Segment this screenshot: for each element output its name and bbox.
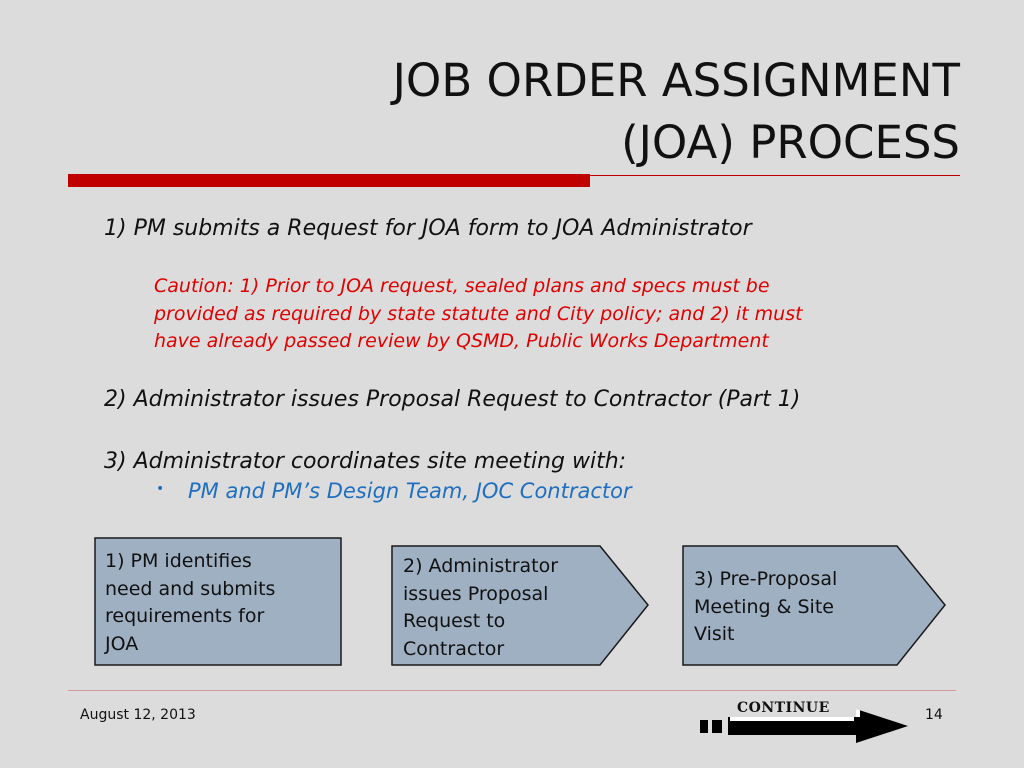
step-1-text: 1) PM submits a Request for JOA form to JOA Administrator: [104, 216, 752, 241]
step-3-text: 3) Administrator coordinates site meeting with:: [104, 449, 627, 474]
box-3-line: Meeting & Site: [694, 595, 834, 618]
box-2-line: issues Proposal: [403, 582, 549, 605]
box-3-line: 3) Pre-Proposal: [694, 568, 838, 590]
caution-line-2: provided as required by state statute and City policy; and 2) it must: [154, 302, 803, 325]
footer-date: August 12, 2013: [80, 707, 196, 723]
box-2-line: Contractor: [403, 637, 505, 660]
box-1-line: requirements for: [105, 605, 265, 627]
box-1-line: JOA: [105, 632, 139, 655]
process-box-3-label: [694, 566, 837, 649]
step-2-text: 2) Administrator issues Proposal Request to Contractor (Part 1): [104, 387, 801, 412]
slide-title-line-1: JOB ORDER ASSIGNMENT: [392, 54, 960, 107]
process-box-1-label: [105, 548, 275, 658]
box-1-line: need and submits: [105, 577, 276, 600]
box-2-line: 2) Administrator: [403, 555, 559, 577]
slide-title-line-2: (JOA) PROCESS: [621, 116, 960, 169]
page-number: 14: [925, 707, 943, 723]
box-1-line: 1) PM identifies: [105, 550, 252, 572]
box-3-line: Visit: [694, 623, 735, 645]
bullet-marker: •: [156, 481, 165, 497]
bullet-item-participants: PM and PM’s Design Team, JOC Contractor: [188, 479, 632, 503]
continue-label[interactable]: CONTINUE: [737, 700, 830, 716]
box-2-line: Request to: [403, 610, 506, 632]
process-box-2-label: [403, 553, 558, 663]
footer-rule: [68, 690, 956, 691]
caution-line-3: have already passed review by QSMD, Public Works Department: [154, 330, 769, 352]
caution-line-1: Caution: 1) Prior to JOA request, sealed plans and specs must be: [154, 275, 770, 297]
